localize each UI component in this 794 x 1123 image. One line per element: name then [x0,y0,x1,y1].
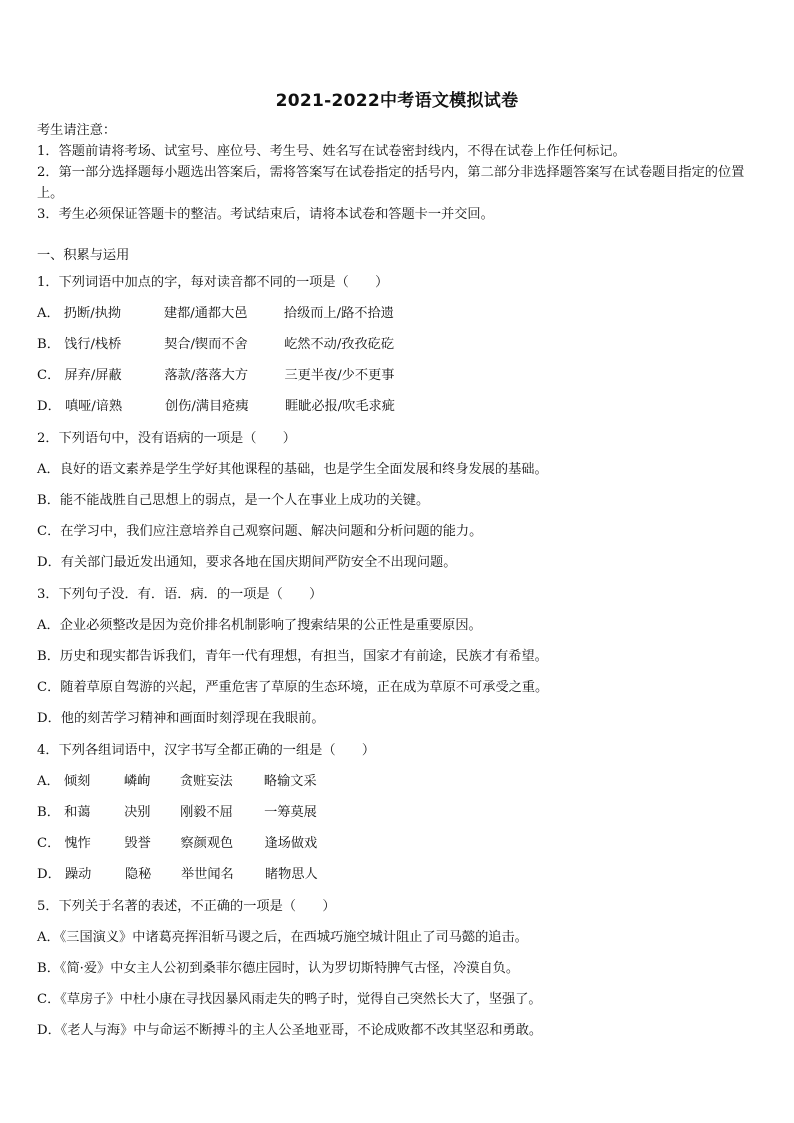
option-label: C． [37,992,61,1007]
option-label: B． [37,649,60,664]
option-c [37,520,482,539]
option-cell: 略输文采 [263,774,317,789]
option-cell: 和蔼 [64,805,91,820]
option-cell: 睚眦必报/吹毛求疵 [284,399,395,414]
option-text: 《草房子》中杜小康在寻找因暴风雨走失的鸭子时，觉得自己突然长大了，坚强了。 [60,992,542,1007]
option-text: 《三国演义》中诸葛亮挥泪斩马谡之后，在西城巧施空城计阻止了司马懿的追击。 [59,930,528,945]
option-label: D． [37,555,61,570]
option-label: D． [37,1023,61,1038]
option-text: 企业必须整改是因为竞价排名机制影响了搜索结果的公正性是重要原因。 [59,618,482,633]
question-stem: 5．下列关于名著的表述，不正确的一项是（ ） [37,899,336,914]
option-text: 《老人与海》中与命运不断搏斗的主人公圣地亚哥，不论成败都不改其坚忍和勇敢。 [60,1023,543,1038]
option-text: 在学习中，我们应注意培养自己观察问题、解决问题和分析问题的能力。 [60,524,483,539]
option-a [37,770,317,789]
notice-item: 3．考生必须保证答题卡的整洁。考试结束后，请将本试卷和答题卡一并交回。 [37,207,494,222]
option-label: C． [37,836,61,851]
option-text: 历史和现实都告诉我们，青年一代有理想，有担当，国家才有前途，民族才有希望。 [59,649,548,664]
option-label: B． [37,961,60,976]
option-cell: 拾级而上/路不拾遗 [283,306,394,321]
option-cell: 察颜观色 [180,836,234,851]
option-cell: 一筹莫展 [264,805,317,820]
option-cell: 屹然不动/孜孜矻矻 [284,337,395,352]
option-cell: 躁动 [64,867,92,882]
exam-title: 2021-2022中考语文模拟试卷 [275,91,519,111]
option-label: A． [37,774,60,789]
option-cell: 刚毅不屈 [180,805,233,820]
option-c [37,676,548,695]
option-cell: 三更半夜/少不更事 [284,368,395,383]
option-d [37,1019,542,1038]
option-cell: 贪赃妄法 [179,774,233,789]
option-label: A． [37,618,60,633]
option-text: 《简·爱》中女主人公初到桑菲尔德庄园时，认为罗切斯特脾气古怪，冷漠自负。 [59,961,520,976]
option-text: 良好的语文素养是学生学好其他课程的基础，也是学生全面发展和终身发展的基础。 [59,462,548,477]
option-label: C． [37,680,61,695]
option-text: 随着草原自驾游的兴起，严重危害了草原的生态环境，正在成为草原不可承受之重。 [60,680,549,695]
option-cell: 毁誉 [124,836,151,851]
option-cell: 契合/锲而不舍 [164,337,248,352]
option-cell: 建都/通都大邑 [163,306,248,321]
option-b [37,957,519,976]
option-label: D． [37,399,61,414]
question-stem: 1．下列词语中加点的字，每对读音都不同的一项是（ ） [37,275,389,290]
option-label: D． [37,867,61,882]
option-d [37,395,395,414]
option-cell: 扔断/执拗 [63,306,122,321]
option-cell: 落款/落落大方 [164,368,249,383]
candidate-notice [37,120,767,225]
option-cell: 嗔哑/谙熟 [64,399,123,414]
option-cell: 逢场做戏 [264,836,318,851]
option-label: B． [37,337,60,352]
option-label: C． [37,524,61,539]
option-label: B． [37,805,60,820]
option-cell: 举世闻名 [180,867,234,882]
option-cell: 饯行/栈桥 [64,337,122,352]
option-d [37,551,456,570]
option-text: 他的刻苦学习精神和画面时刻浮现在我眼前。 [60,711,325,726]
option-cell: 嶙峋 [123,774,151,789]
question-stem: 4．下列各组词语中，汉字书写全都正确的一组是（ ） [37,743,376,758]
section-heading: 一、积累与运用 [37,248,130,263]
notice-item: 1．答题前请将考场、试室号、座位号、考生号、姓名写在试卷密封线内，不得在试卷上作任何标记。 [37,144,626,159]
option-cell: 愧怍 [64,836,91,851]
option-label: A． [37,930,60,945]
option-label: B． [37,493,60,508]
option-text: 能不能战胜自己思想上的弱点，是一个人在事业上成功的关键。 [59,493,430,508]
option-b [37,333,394,352]
option-label: A． [37,462,60,477]
option-cell: 决别 [124,805,151,820]
option-a [37,302,394,321]
option-cell: 创伤/满目疮痍 [164,399,249,414]
option-cell: 倾刻 [63,774,91,789]
option-cell: 隐秘 [124,867,152,882]
option-b [37,645,548,664]
option-d [37,707,325,726]
option-label: A． [37,306,60,321]
question-stem: 3．下列句子没．有．语．病．的一项是（ ） [37,587,323,602]
option-label: D． [37,711,61,726]
option-a [37,614,482,633]
notice-heading: 考生请注意： [37,123,117,138]
option-a [37,458,548,477]
option-label: C． [37,368,61,383]
option-cell: 屏弃/屏蔽 [64,368,122,383]
option-c [37,988,542,1007]
option-text: 有关部门最近发出通知，要求各地在国庆期间严防安全不出现问题。 [60,555,457,570]
option-cell: 睹物思人 [264,867,318,882]
option-b [37,801,317,820]
question-stem: 2．下列语句中，没有语病的一项是（ ） [37,431,296,446]
option-c [37,364,394,383]
option-a [37,926,528,945]
option-c [37,832,317,851]
option-b [37,489,429,508]
option-d [37,863,318,882]
notice-item: 2．第一部分选择题每小题选出答案后，需将答案写在试卷指定的括号内，第二部分非选择题答案写在试卷题目指定的位置上。 [37,165,745,201]
